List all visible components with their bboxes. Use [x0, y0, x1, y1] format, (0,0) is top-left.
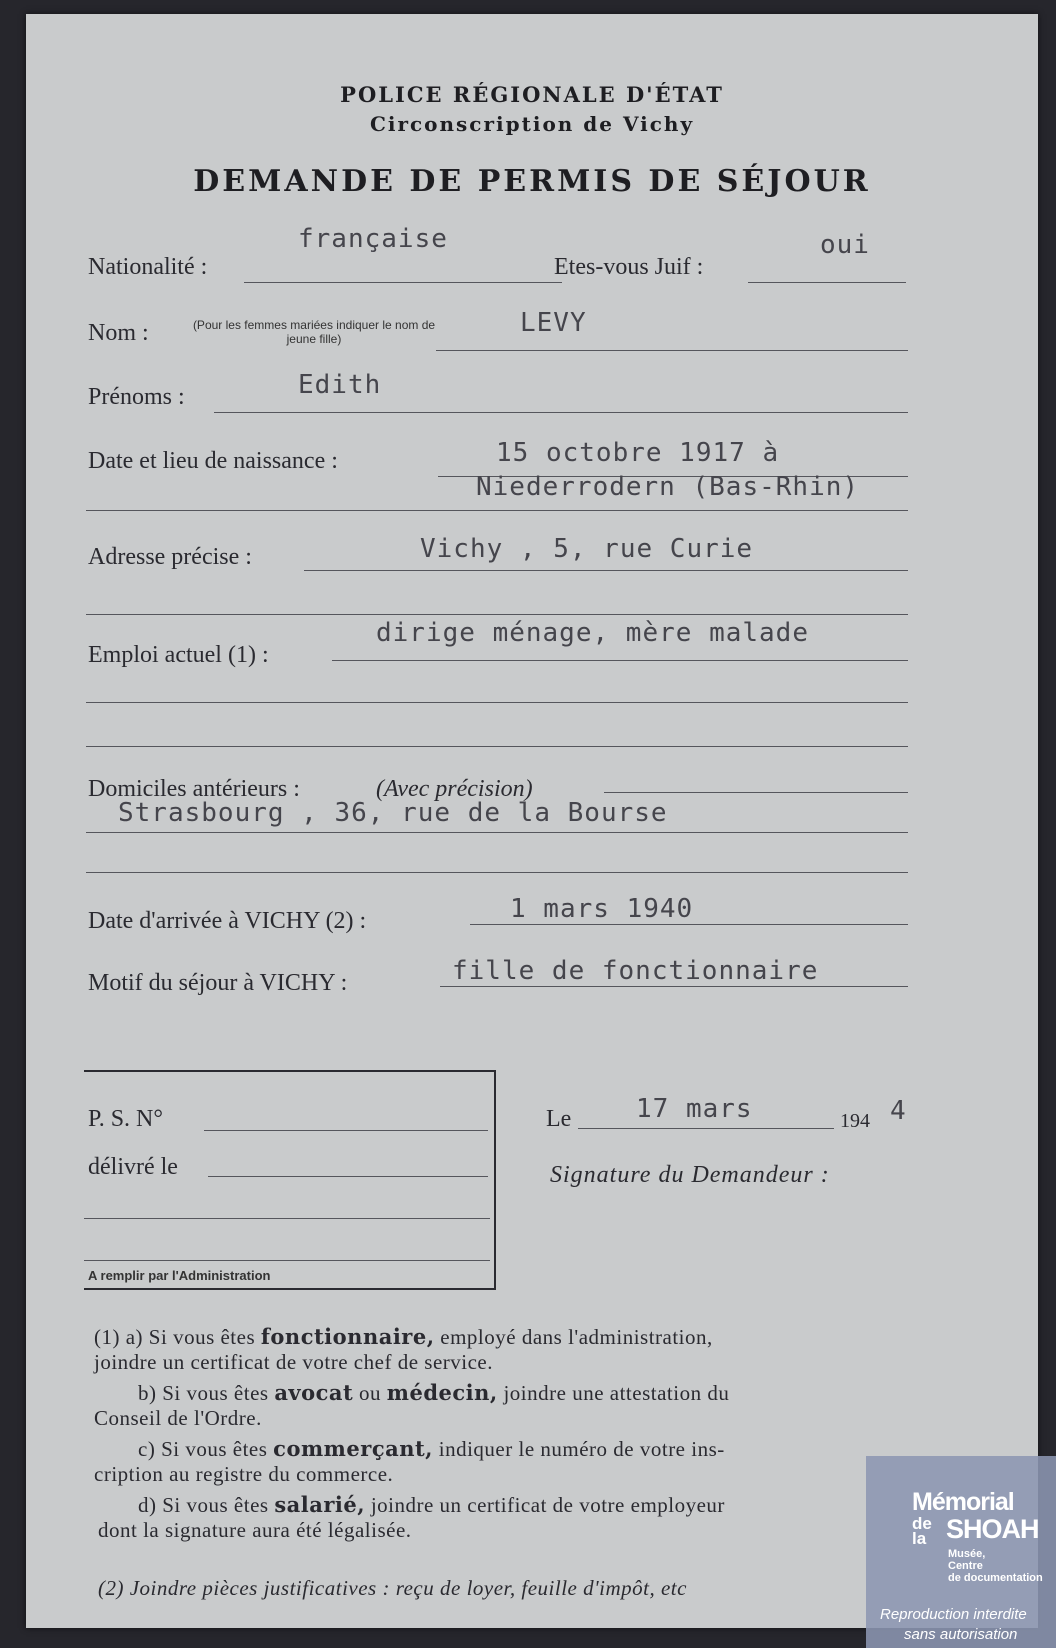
watermark-brand-shoah: SHOAH	[946, 1514, 1039, 1544]
nationalite-label: Nationalité :	[88, 254, 208, 280]
motif-value: fille de fonctionnaire	[452, 956, 819, 986]
watermark-sub3: de documentation	[948, 1572, 1043, 1584]
year-digit: 4	[890, 1096, 907, 1126]
admin-line3	[84, 1218, 490, 1219]
emploi-line1	[332, 660, 908, 661]
header-line2: Circonscription de Vichy	[369, 112, 695, 136]
prenoms-label: Prénoms :	[88, 384, 185, 410]
juif-label: Etes-vous Juif :	[554, 254, 704, 280]
admin-box	[84, 1070, 496, 1290]
nationalite-line	[244, 282, 562, 283]
emploi-line3	[86, 746, 908, 747]
juif-value: oui	[820, 230, 870, 260]
domiciles-line1	[604, 792, 908, 793]
nom-line	[436, 350, 908, 351]
nom-value: LEVY	[520, 308, 587, 338]
watermark-sub2: Centre	[948, 1560, 983, 1572]
footnote-a: (1) a) Si vous êtes fonctionnaire, employé dans l'administration,	[94, 1324, 713, 1349]
date-line	[578, 1128, 834, 1129]
domiciles-note: (Avec précision)	[376, 776, 533, 802]
domiciles-line3	[86, 872, 908, 873]
adresse-line2	[86, 614, 908, 615]
year-prefix: 194	[840, 1110, 870, 1132]
watermark-brand-line1: Mémorial	[912, 1488, 1014, 1516]
adresse-line1	[304, 570, 908, 571]
ps-label: P. S. N°	[88, 1106, 163, 1132]
footnote-d: d) Si vous êtes salarié, joindre un certificat de votre employeur	[138, 1492, 725, 1517]
watermark-notice2: sans autorisation	[904, 1626, 1018, 1643]
footnote-d-line2: dont la signature aura été légalisée.	[98, 1518, 412, 1542]
prenoms-line	[214, 412, 908, 413]
footnote-b-line2: Conseil de l'Ordre.	[94, 1406, 262, 1430]
adresse-label: Adresse précise :	[88, 544, 252, 570]
nom-label: Nom :	[88, 320, 149, 346]
juif-line	[748, 282, 906, 283]
naissance-label: Date et lieu de naissance :	[88, 448, 338, 474]
ps-line	[204, 1130, 488, 1131]
nationalite-value: française	[298, 224, 448, 254]
arrivee-line	[470, 924, 908, 925]
arrivee-value: 1 mars 1940	[510, 894, 694, 924]
nom-note: (Pour les femmes mariées indiquer le nom de jeune fille)	[192, 318, 436, 346]
footnote-a-line2: joindre un certificat de votre chef de service.	[94, 1350, 493, 1374]
signature-label: Signature du Demandeur :	[550, 1162, 830, 1188]
footnote-c: c) Si vous êtes commerçant, indiquer le numéro de votre ins-	[138, 1436, 725, 1461]
signature-date-value: 17 mars	[636, 1094, 753, 1124]
prenoms-value: Edith	[298, 370, 382, 400]
header-line1: POLICE RÉGIONALE D'ÉTAT	[340, 82, 724, 107]
watermark-sub1: Musée,	[948, 1548, 986, 1560]
emploi-line2	[86, 702, 908, 703]
emploi-label: Emploi actuel (1) :	[88, 642, 269, 668]
footnote-b: b) Si vous êtes avocat ou médecin, joindre une attestation du	[138, 1380, 730, 1405]
domiciles-label: Domiciles antérieurs :	[88, 776, 300, 802]
naissance-value-line2: Niederrodern (Bas-Rhin)	[476, 472, 860, 502]
watermark-brand-de: de la	[912, 1514, 932, 1548]
le-label: Le	[546, 1106, 572, 1132]
footnote-2: (2) Joindre pièces justificatives : reçu de loyer, feuille d'impôt, etc	[98, 1576, 687, 1600]
motif-label: Motif du séjour à VICHY :	[88, 970, 348, 996]
watermark-notice1: Reproduction interdite	[880, 1606, 1027, 1623]
arrivee-label: Date d'arrivée à VICHY (2) :	[88, 908, 367, 934]
delivre-line	[208, 1176, 488, 1177]
motif-line	[440, 986, 908, 987]
admin-line4	[84, 1260, 490, 1261]
admin-note: A remplir par l'Administration	[88, 1268, 271, 1283]
domiciles-value: Strasbourg , 36, rue de la Bourse	[118, 798, 668, 828]
footnote-c-line2: cription au registre du commerce.	[94, 1462, 394, 1486]
emploi-value: dirige ménage, mère malade	[376, 618, 809, 648]
delivre-label: délivré le	[88, 1154, 178, 1180]
form-paper	[26, 14, 1038, 1628]
domiciles-line2	[86, 832, 908, 833]
naissance-line2	[86, 510, 908, 511]
memorial-watermark	[866, 1456, 1056, 1648]
form-title: DEMANDE DE PERMIS DE SÉJOUR	[193, 164, 871, 199]
adresse-value: Vichy , 5, rue Curie	[420, 534, 754, 564]
naissance-value-line1: 15 octobre 1917 à	[496, 438, 780, 468]
